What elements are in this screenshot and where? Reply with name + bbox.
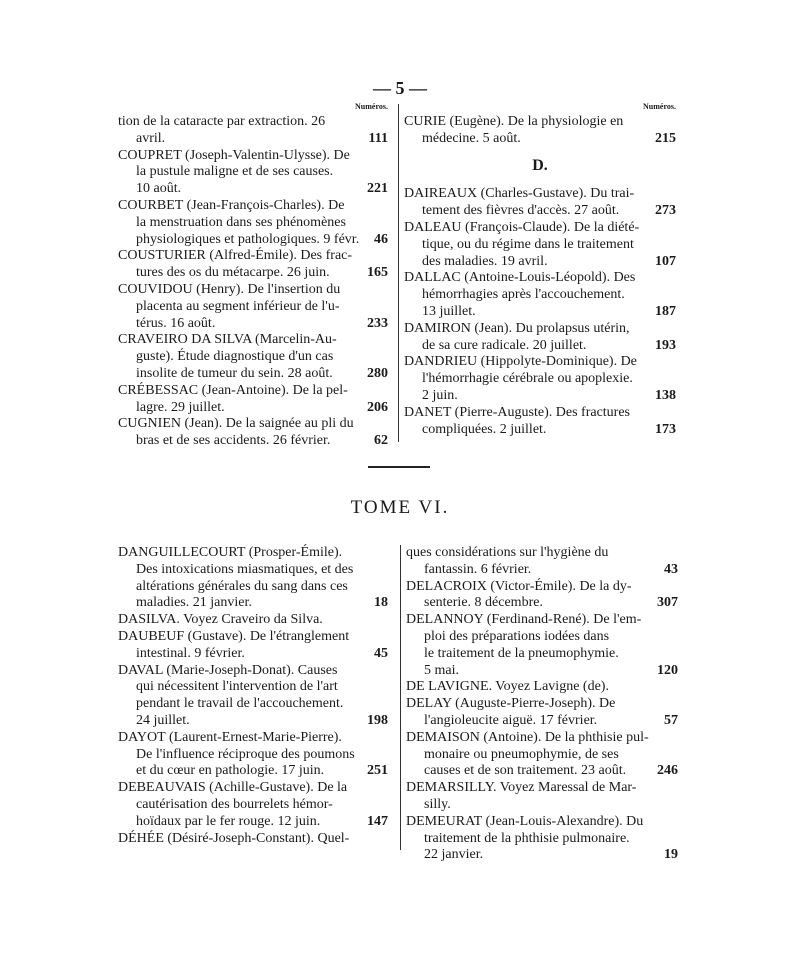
entry-text: CURIE (Eugène). De la physiologie en (404, 114, 624, 129)
letter-heading: D. (532, 156, 548, 174)
entry-line (118, 282, 388, 299)
entry-text: DAIREAUX (Charles-Gustave). Du trai- (404, 186, 635, 202)
entry-line (404, 338, 676, 355)
entry-text: silly. (424, 796, 451, 812)
entry-line (118, 780, 388, 797)
entry-line (118, 663, 388, 680)
entry-line (406, 663, 678, 680)
entry-line (406, 797, 678, 814)
entry-text: De l'influence réciproque des poumons (136, 746, 355, 762)
entry-line (406, 679, 678, 696)
column-divider-top (398, 104, 399, 442)
entry-text: térus. 16 août. (136, 315, 216, 331)
entry-text: avril. (136, 130, 166, 146)
entry-line (118, 629, 388, 646)
entry-line (404, 220, 676, 237)
entry-line (118, 131, 388, 148)
entry-line (118, 797, 388, 814)
entry-text: DALLAC (Antoine-Louis-Léopold). Des (404, 270, 636, 286)
entry-text: causes et de son traitement. 23 août. (424, 763, 627, 779)
entry-number: 57 (664, 712, 678, 728)
top-right-entries-d (404, 186, 676, 438)
entry-line (118, 579, 388, 596)
entry-number: 215 (655, 130, 676, 146)
column-divider-bottom (400, 545, 401, 850)
entry-number: 280 (367, 365, 388, 381)
entry-line (404, 131, 676, 148)
entry-line (406, 696, 678, 713)
index-entry (404, 354, 676, 404)
entry-line (118, 164, 388, 181)
entry-number: 111 (368, 130, 388, 146)
entry-number: 246 (657, 763, 678, 779)
bottom-right-entries (406, 545, 678, 864)
entry-text: qui nécessitent l'intervention de l'art (136, 679, 338, 695)
entry-number: 138 (655, 387, 676, 403)
entry-text: l'angioleucite aiguë. 17 février. (424, 712, 598, 728)
entry-text: tures des os du métacarpe. 26 juin. (136, 265, 330, 281)
entry-number: 46 (374, 231, 388, 247)
entry-line (118, 562, 388, 579)
top-left-entries (118, 114, 388, 450)
entry-number: 62 (374, 433, 388, 449)
entry-text: compliquées. 2 juillet. (422, 421, 547, 437)
entry-text: DELANNOY (Ferdinand-René). De l'em- (406, 612, 642, 628)
entry-line (406, 780, 678, 797)
index-entry (406, 814, 678, 864)
entry-line (118, 215, 388, 232)
entry-line (118, 366, 388, 383)
entry-text: 10 août. (136, 181, 182, 197)
entry-text: DANGUILLECOURT (Prosper-Émile). (118, 545, 343, 560)
entry-line (118, 181, 388, 198)
entry-line (406, 763, 678, 780)
entry-line (118, 713, 388, 730)
entry-text: DANDRIEU (Hippolyte-Dominique). De (404, 354, 637, 370)
entry-number: 221 (367, 181, 388, 197)
entry-text: 5 mai. (424, 662, 459, 678)
entry-line (118, 433, 388, 450)
entry-text: DAYOT (Laurent-Ernest-Marie-Pierre). (118, 729, 342, 745)
entry-line (404, 304, 676, 321)
index-entry (404, 114, 676, 148)
entry-line (406, 612, 678, 629)
entry-line (404, 321, 676, 338)
entry-text: de sa cure radicale. 20 juillet. (422, 337, 587, 353)
entry-line (404, 203, 676, 220)
entry-line (404, 287, 676, 304)
index-entry (118, 730, 388, 780)
entry-text: bras et de ses accidents. 26 février. (136, 433, 331, 449)
entry-text: médecine. 5 août. (422, 130, 521, 146)
index-entry (404, 270, 676, 320)
entry-line (118, 595, 388, 612)
entry-number: 147 (367, 813, 388, 829)
bottom-right-column (406, 545, 678, 864)
entry-text: fantassin. 6 février. (424, 561, 532, 577)
entry-text: pendant le travail de l'accouchement. (136, 696, 344, 712)
entry-text: DANET (Pierre-Auguste). Des fractures (404, 404, 630, 420)
entry-line (406, 847, 678, 864)
entry-text: tion de la cataracte par extraction. 26 (118, 114, 326, 129)
entry-line (404, 186, 676, 203)
numeros-header: Numéros. (643, 102, 676, 111)
entry-line (118, 545, 388, 562)
entry-text: placenta au segment inférieur de l'u- (136, 298, 340, 314)
entry-text: maladies. 21 janvier. (136, 595, 252, 611)
index-entry (118, 248, 388, 282)
entry-text: DEBEAUVAIS (Achille-Gustave). De la (118, 780, 348, 796)
entry-text: la pustule maligne et de ses causes. (136, 164, 334, 180)
entry-text: des maladies. 19 avril. (422, 253, 548, 269)
entry-text: DALEAU (François-Claude). De la diété- (404, 219, 640, 235)
bottom-left-entries (118, 545, 388, 847)
index-entry (118, 831, 388, 848)
entry-text: monaire ou pneumophymie, de ses (424, 746, 619, 762)
entry-text: guste). Étude diagnostique d'un cas (136, 349, 334, 365)
entry-number: 251 (367, 763, 388, 779)
entry-line (406, 730, 678, 747)
entry-line (118, 299, 388, 316)
entry-line (406, 646, 678, 663)
entry-text: insolite de tumeur du sein. 28 août. (136, 365, 333, 381)
index-entry (406, 780, 678, 814)
page-number: — 5 — (373, 78, 427, 98)
entry-text: DAUBEUF (Gustave). De l'étranglement (118, 628, 350, 644)
entry-text: hémorrhagies après l'accouchement. (422, 287, 625, 303)
entry-text: lagre. 29 juillet. (136, 399, 225, 415)
entry-line (118, 400, 388, 417)
entry-text: DELACROIX (Victor-Émile). De la dy- (406, 578, 632, 594)
entry-text: cautérisation des bourrelets hémor- (136, 796, 333, 812)
entry-line (118, 114, 388, 131)
index-entry (118, 545, 388, 612)
entry-text: tique, ou du régime dans le traitement (422, 236, 634, 252)
numeros-header: Numéros. (355, 102, 388, 111)
tome-title: TOME VI. (350, 497, 450, 518)
index-entry (118, 148, 388, 198)
entry-number: 19 (664, 847, 678, 863)
index-entry (404, 321, 676, 355)
entry-line (118, 248, 388, 265)
entry-number: 45 (374, 645, 388, 661)
entry-text: COURBET (Jean-François-Charles). De (118, 197, 345, 213)
entry-line (118, 730, 388, 747)
entry-line (404, 405, 676, 422)
section-divider (368, 466, 430, 468)
index-entry (406, 696, 678, 730)
index-entry (118, 198, 388, 248)
entry-line (118, 747, 388, 764)
index-entry (406, 730, 678, 780)
entry-text: COUSTURIER (Alfred-Émile). Des frac- (118, 248, 353, 264)
entry-text: l'hémorrhagie cérébrale ou apoplexie. (422, 371, 633, 387)
top-left-column (118, 102, 388, 450)
entry-line (406, 545, 678, 562)
entry-line (118, 612, 388, 629)
index-entry (406, 679, 678, 696)
entry-line (404, 237, 676, 254)
top-right-column (404, 102, 676, 438)
index-entry (118, 612, 388, 629)
entry-text: COUVIDOU (Henry). De l'insertion du (118, 281, 341, 297)
entry-text: DAVAL (Marie-Joseph-Donat). Causes (118, 662, 338, 678)
entry-line (118, 265, 388, 282)
entry-line (118, 831, 388, 848)
entry-line (118, 696, 388, 713)
entry-line (118, 232, 388, 249)
index-entry (118, 663, 388, 730)
bottom-left-column (118, 545, 388, 847)
index-entry (406, 545, 678, 579)
entry-text: altérations générales du sang dans ces (136, 578, 348, 594)
entry-line (406, 831, 678, 848)
entry-text: intestinal. 9 février. (136, 645, 245, 661)
entry-line (118, 646, 388, 663)
entry-line (404, 388, 676, 405)
entry-line (118, 763, 388, 780)
entry-text: DASILVA. Voyez Craveiro da Silva. (118, 612, 323, 628)
entry-text: DEMARSILLY. Voyez Maressal de Mar- (406, 780, 637, 796)
index-entry (404, 186, 676, 220)
entry-number: 198 (367, 712, 388, 728)
top-right-entries-c (404, 114, 676, 148)
entry-text: DEMEURAT (Jean-Louis-Alexandre). Du (406, 813, 644, 829)
entry-line (406, 595, 678, 612)
entry-text: senterie. 8 décembre. (424, 595, 543, 611)
entry-line (404, 371, 676, 388)
index-entry (118, 114, 388, 148)
entry-text: traitement de la phthisie pulmonaire. (424, 830, 630, 846)
entry-number: 165 (367, 265, 388, 281)
index-entry (118, 629, 388, 663)
index-entry (118, 282, 388, 332)
index-entry (406, 612, 678, 679)
index-entry (404, 405, 676, 439)
entry-line (404, 354, 676, 371)
entry-line (118, 416, 388, 433)
entry-line (118, 814, 388, 831)
index-entry (118, 383, 388, 417)
index-entry (118, 332, 388, 382)
entry-line (406, 713, 678, 730)
entry-line (406, 579, 678, 596)
entry-line (406, 747, 678, 764)
entry-text: DAMIRON (Jean). Du prolapsus utérin, (404, 320, 630, 336)
entry-line (406, 814, 678, 831)
entry-text: tement des fièvres d'accès. 27 août. (422, 203, 620, 219)
entry-text: DÉHÉE (Désiré-Joseph-Constant). Quel- (118, 830, 350, 846)
entry-line (406, 629, 678, 646)
entry-line (118, 679, 388, 696)
entry-number: 273 (655, 203, 676, 219)
entry-number: 43 (664, 561, 678, 577)
index-entry (406, 579, 678, 613)
entry-line (404, 114, 676, 131)
entry-text: ques considérations sur l'hygiène du (406, 545, 609, 560)
entry-line (118, 198, 388, 215)
entry-line (118, 349, 388, 366)
entry-text: 2 juin. (422, 387, 458, 403)
entry-number: 193 (655, 337, 676, 353)
entry-line (118, 332, 388, 349)
entry-line (406, 562, 678, 579)
index-entry (118, 416, 388, 450)
entry-text: ploi des préparations iodées dans (424, 628, 610, 644)
entry-line (404, 270, 676, 287)
entry-text: CUGNIEN (Jean). De la saignée au pli du (118, 416, 354, 432)
entry-text: DEMAISON (Antoine). De la phthisie pul- (406, 729, 649, 745)
entry-text: 13 juillet. (422, 303, 476, 319)
entry-number: 18 (374, 595, 388, 611)
entry-text: le traitement de la pneumophymie. (424, 645, 619, 661)
index-entry (118, 780, 388, 830)
entry-number: 206 (367, 399, 388, 415)
entry-text: COUPRET (Joseph-Valentin-Ulysse). De (118, 147, 350, 163)
entry-number: 107 (655, 253, 676, 269)
entry-line (118, 148, 388, 165)
entry-line (404, 422, 676, 439)
entry-text: Des intoxications miasmatiques, et des (136, 561, 354, 577)
entry-number: 173 (655, 421, 676, 437)
entry-number: 233 (367, 315, 388, 331)
entry-text: 24 juillet. (136, 712, 190, 728)
entry-text: DE LAVIGNE. Voyez Lavigne (de). (406, 679, 609, 695)
entry-text: et du cœur en pathologie. 17 juin. (136, 763, 325, 779)
entry-number: 307 (657, 595, 678, 611)
entry-number: 120 (657, 662, 678, 678)
index-entry (404, 220, 676, 270)
entry-line (118, 316, 388, 333)
entry-text: CRAVEIRO DA SILVA (Marcelin-Au- (118, 332, 337, 348)
entry-text: DELAY (Auguste-Pierre-Joseph). De (406, 696, 616, 712)
entry-number: 187 (655, 303, 676, 319)
entry-text: la menstruation dans ses phénomènes (136, 214, 346, 230)
entry-text: physiologiques et pathologiques. 9 févr. (136, 231, 360, 247)
entry-text: hoïdaux par le fer rouge. 12 juin. (136, 813, 321, 829)
entry-line (404, 254, 676, 271)
entry-text: 22 janvier. (424, 847, 484, 863)
entry-text: CRÉBESSAC (Jean-Antoine). De la pel- (118, 382, 348, 398)
entry-line (118, 383, 388, 400)
